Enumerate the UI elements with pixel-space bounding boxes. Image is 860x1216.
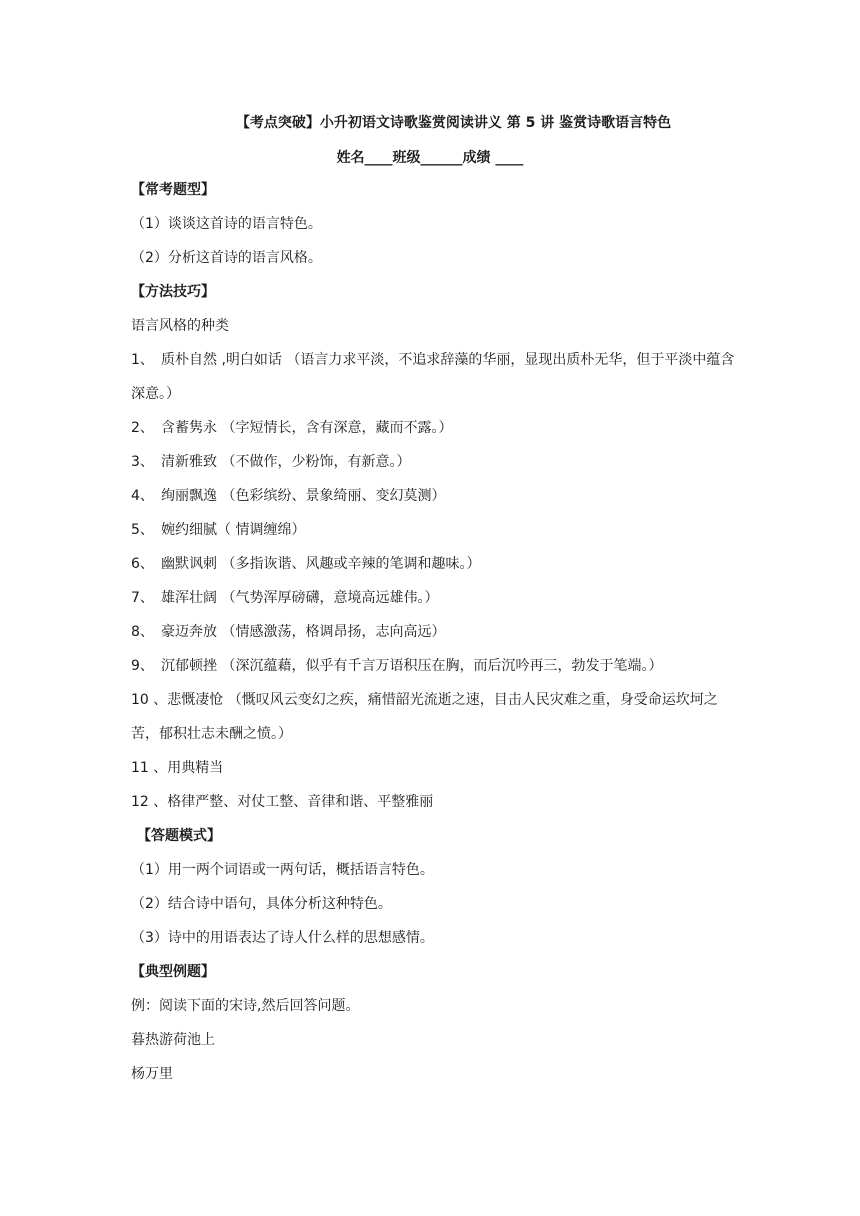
methods-intro: 语言风格的种类 [131,318,229,334]
style-text: 婉约细腻（ 情调缠绵） [161,522,306,538]
style-item-8 [131,622,742,642]
heading-example: 【典型例题】 [131,964,215,980]
style-item-5 [131,520,742,540]
style-item-4 [131,486,742,506]
document-title: 【考点突破】小升初语文诗歌鉴赏阅读讲义 第 5 讲 鉴赏诗歌语言特色 [235,115,672,131]
style-number: 7、 [131,590,154,606]
style-text: 沉郁顿挫 （深沉蕴藉，似乎有千言万语积压在胸，而后沉吟再三，勃发于笔端。） [161,658,663,674]
style-text: 幽默讽刺 （多指诙谐、风趣或辛辣的笔调和趣味。） [161,556,481,572]
style-number: 10 、 [131,692,168,708]
style-number: 9、 [131,658,154,674]
style-item-6 [131,554,742,574]
heading-common-types: 【常考题型】 [131,182,215,198]
style-number: 1、 [131,352,154,368]
style-number: 5、 [131,522,154,538]
style-number: 3、 [131,454,154,470]
style-number: 2、 [131,420,154,436]
style-item-10 [131,683,742,751]
heading-answer-mode: 【答题模式】 [137,828,221,844]
style-item-7 [131,588,742,608]
style-item-9 [131,656,742,676]
style-item-3 [131,452,742,472]
style-number: 4、 [131,488,154,504]
style-item-2 [131,418,742,438]
style-item-1 [131,343,742,411]
poem-title: 暮热游荷池上 [131,1032,215,1048]
name-class-score-line: 姓名____班级______成绩 ____ [336,150,524,166]
style-text: 豪迈奔放 （情感激荡，格调昂扬，志向高远） [161,624,446,640]
style-text: 绚丽飘逸 （色彩缤纷、景象绮丽、变幻莫测） [161,488,446,504]
style-text: 质朴自然 ,明白如话 （语言力求平淡，不追求辞藻的华丽，显现出质朴无华，但于平淡中蕴含深意。） [131,352,735,402]
style-number: 11 、 [131,760,168,776]
style-number: 6、 [131,556,154,572]
style-item-11 [131,758,742,778]
poem-author: 杨万里 [131,1066,173,1082]
style-text: 格律严整、对仗工整、音律和谐、平整雅丽 [167,794,434,810]
answer-mode-item-2: （2）结合诗中语句，具体分析这种特色。 [131,896,392,912]
common-type-item-2: （2）分析这首诗的语言风格。 [131,250,322,266]
example-intro: 例：阅读下面的宋诗,然后回答问题。 [131,998,360,1014]
heading-methods: 【方法技巧】 [131,284,215,300]
answer-mode-item-3: （3）诗中的用语表达了诗人什么样的思想感情。 [131,930,434,946]
style-number: 8、 [131,624,154,640]
style-text: 雄浑壮阔 （气势浑厚磅礴，意境高远雄伟。） [161,590,439,606]
answer-mode-item-1: （1）用一两个词语或一两句话，概括语言特色。 [131,862,434,878]
style-number: 12 、 [131,794,168,810]
style-item-12 [131,792,742,812]
style-text: 含蓄隽永 （字短情长，含有深意，藏而不露。） [161,420,453,436]
common-type-item-1: （1）谈谈这首诗的语言特色。 [131,216,322,232]
style-text: 用典精当 [167,760,224,776]
style-text: 悲慨凄怆 （慨叹风云变幻之疾，痛惜韶光流逝之速，目击人民灾难之重，身受命运坎坷之苦，郁积壮志未酬之愤。） [131,692,718,742]
style-text: 清新雅致 （不做作，少粉饰，有新意。） [161,454,411,470]
